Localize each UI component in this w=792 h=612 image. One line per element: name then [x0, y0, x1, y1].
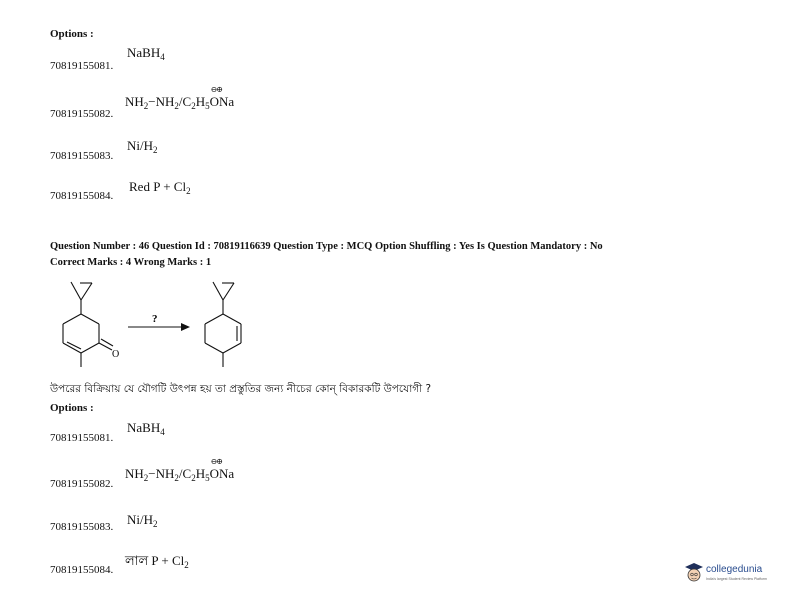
logo-tagline: India's largest Student Review Platform	[706, 577, 767, 581]
ion-charge-symbols: ⊖⊕	[210, 457, 222, 466]
options-label: Options :	[50, 402, 94, 414]
question-text: উপরের বিক্রিয়ায় যে যৌগটি উৎপন্ন হয় তা প্রস্তুতির জন্য নীচের কোন্ বিকারকটি উপযোগী ?	[50, 383, 432, 395]
option-id: 70819155083.	[50, 150, 114, 162]
option-formula-ni-h2: $Ni/H_2$	[127, 138, 158, 155]
collegedunia-logo	[684, 560, 774, 588]
option-id: 70819155083.	[50, 521, 114, 533]
ion-charge-symbols: ⊖⊕	[210, 85, 222, 94]
option-formula-nabh4: NaBH$_4$	[127, 420, 165, 437]
option-formula-red-p-cl2: Red $P + Cl_2$	[129, 179, 191, 196]
option-id: 70819155084.	[50, 190, 114, 202]
option-id: 70819155081.	[50, 432, 114, 444]
reaction-diagram	[40, 270, 300, 375]
option-formula-hydrazine: $NH_2-NH_2/C_2H_5$ ⊖⊕ ONa	[125, 85, 235, 111]
carbonyl-oxygen-label: O	[112, 349, 120, 360]
option-id: 70819155082.	[50, 478, 114, 490]
options-label: Options :	[50, 28, 94, 40]
question-meta-line1: Question Number : 46 Question Id : 70819116639 Question Type : MCQ Option Shuffling : Yes Is Question Mandatory : No	[50, 241, 603, 252]
option-formula-nabh4: NaBH$_4$	[127, 45, 165, 62]
option-formula-hydrazine: $NH_2-NH_2/C_2H_5$ ⊖⊕ ONa	[125, 457, 235, 483]
logo-wordmark: collegedunia	[706, 564, 763, 575]
option-id: 70819155084.	[50, 564, 114, 576]
option-id: 70819155081.	[50, 60, 114, 72]
option-id: 70819155082.	[50, 108, 114, 120]
reaction-reagent-label: ?	[152, 313, 158, 325]
graduate-mascot-icon	[684, 562, 704, 584]
question-meta-line2: Correct Marks : 4 Wrong Marks : 1	[50, 257, 212, 268]
option-formula-ni-h2: $Ni/H_2$	[127, 512, 158, 529]
option-formula-lal-p-cl2: লাল $P + Cl_2$	[125, 553, 189, 570]
